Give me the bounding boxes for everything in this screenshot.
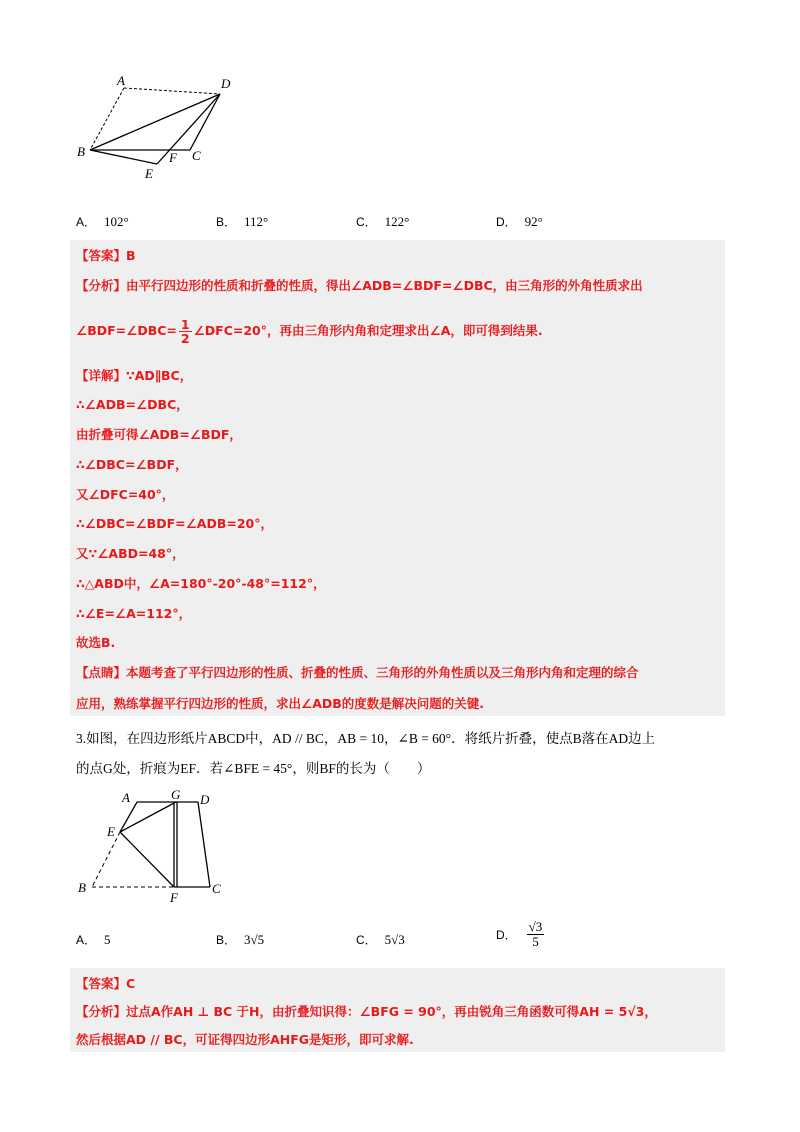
label-B: B xyxy=(78,880,86,895)
q2-detail-line: 由折叠可得∠ADB=∠BDF， xyxy=(76,427,242,442)
q2-option-d[interactable]: D． 92° xyxy=(496,214,543,229)
q2-comment-line-2: 应用，熟练掌握平行四边形的性质，求出∠ADB的度数是解决问题的关键. xyxy=(76,696,485,711)
q2-detail-line: ∴△ABD中，∠A=180°-20°-48°=112°， xyxy=(76,576,326,591)
edge-ED xyxy=(157,94,220,164)
q3-analysis-line-1: 【分析】过点A作AH ⊥ BC 于H，由折叠知识得：∠BFG = 90°，再由锐角三角函数可得AH = 5√3， xyxy=(76,1004,657,1019)
label-C: C xyxy=(212,881,221,896)
q2-option-b[interactable]: B． 112° xyxy=(216,214,269,229)
label-F: F xyxy=(169,150,177,165)
label-B: B xyxy=(77,144,85,159)
q2-answer-line: 【答案】B xyxy=(76,248,136,263)
label-C: C xyxy=(192,148,201,163)
q2-answer-box-tail xyxy=(70,690,725,716)
label-A: A xyxy=(122,790,130,805)
diagonal-BD xyxy=(90,94,220,150)
q2-answer-box xyxy=(70,240,725,690)
label-D: D xyxy=(221,76,231,91)
q2-detail-line: 又∵∠ABD=48°， xyxy=(76,546,185,561)
q2-detail-line: 又∠DFC=40°， xyxy=(76,487,175,502)
q2-analysis-line-2: ∠BDF=∠DBC= $\frac{1}{2}$ ∠DFC=20°，再由三角形内角和定理求出∠A，即可得到结果. xyxy=(76,317,543,347)
q2-comment-line-1: 【点睛】本题考查了平行四边形的性质、折叠的性质、三角形的外角性质以及三角形内角和定理的综合 xyxy=(76,665,639,680)
edge-AD-dashed xyxy=(124,88,220,94)
q2-analysis-line-1: 【分析】由平行四边形的性质和折叠的性质，得出∠ADB=∠BDF=∠DBC，由三角形的外角性质求出 xyxy=(76,278,643,293)
edge-DC xyxy=(198,802,210,887)
figure-quadrilateral-fold xyxy=(70,790,240,910)
q3-option-d[interactable]: D． $\frac{√3}{5}$ xyxy=(496,919,543,949)
label-D: D xyxy=(200,792,210,807)
edge-EF xyxy=(120,832,174,887)
label-E: E xyxy=(145,166,153,181)
label-F: F xyxy=(170,890,178,905)
q3-question-line-2: 的点G处，折痕为EF．若∠BFE = 45°，则BF的长为（ ） xyxy=(76,761,431,776)
q3-analysis-line-2: 然后根据AD // BC，可证得四边形AHFG是矩形，即可求解. xyxy=(76,1032,414,1047)
label-A: A xyxy=(117,73,125,88)
q3-option-c[interactable]: C． 5√3 xyxy=(356,932,405,947)
q2-option-c[interactable]: C． 122° xyxy=(356,214,410,229)
q2-option-a[interactable]: A． 102° xyxy=(76,214,129,229)
q2-detail-line: 【详解】∵AD∥BC， xyxy=(76,368,193,383)
edge-AB-dashed xyxy=(90,88,124,150)
q2-detail-line: ∴∠DBC=∠BDF， xyxy=(76,457,188,472)
q2-detail-line: ∴∠E=∠A=112°， xyxy=(76,606,192,621)
edge-EB-dashed xyxy=(92,832,120,887)
q3-answer-box xyxy=(70,968,725,1052)
fraction-one-half: $\frac{1}{2}$ xyxy=(180,317,190,347)
q2-detail-line: ∴∠ADB=∠DBC， xyxy=(76,397,189,412)
q2-detail-line: ∴∠DBC=∠BDF=∠ADB=20°， xyxy=(76,516,273,531)
q3-question-line-1: 3.如图，在四边形纸片ABCD中，AD // BC，AB = 10，∠B = 60°．将纸片折叠，使点B落在AD边上 xyxy=(76,731,656,746)
q3-answer-line: 【答案】C xyxy=(76,976,136,991)
fraction-sqrt3-over-5: $\frac{√3}{5}$ xyxy=(528,919,543,949)
q3-option-a[interactable]: A． 5 xyxy=(76,932,111,947)
label-E: E xyxy=(107,824,115,839)
edge-BE xyxy=(90,150,157,164)
figure-parallelogram-fold xyxy=(70,70,250,185)
label-G: G xyxy=(171,790,181,802)
q3-option-b[interactable]: B． 3√5 xyxy=(216,932,265,947)
q2-detail-line: 故选B. xyxy=(76,635,116,650)
